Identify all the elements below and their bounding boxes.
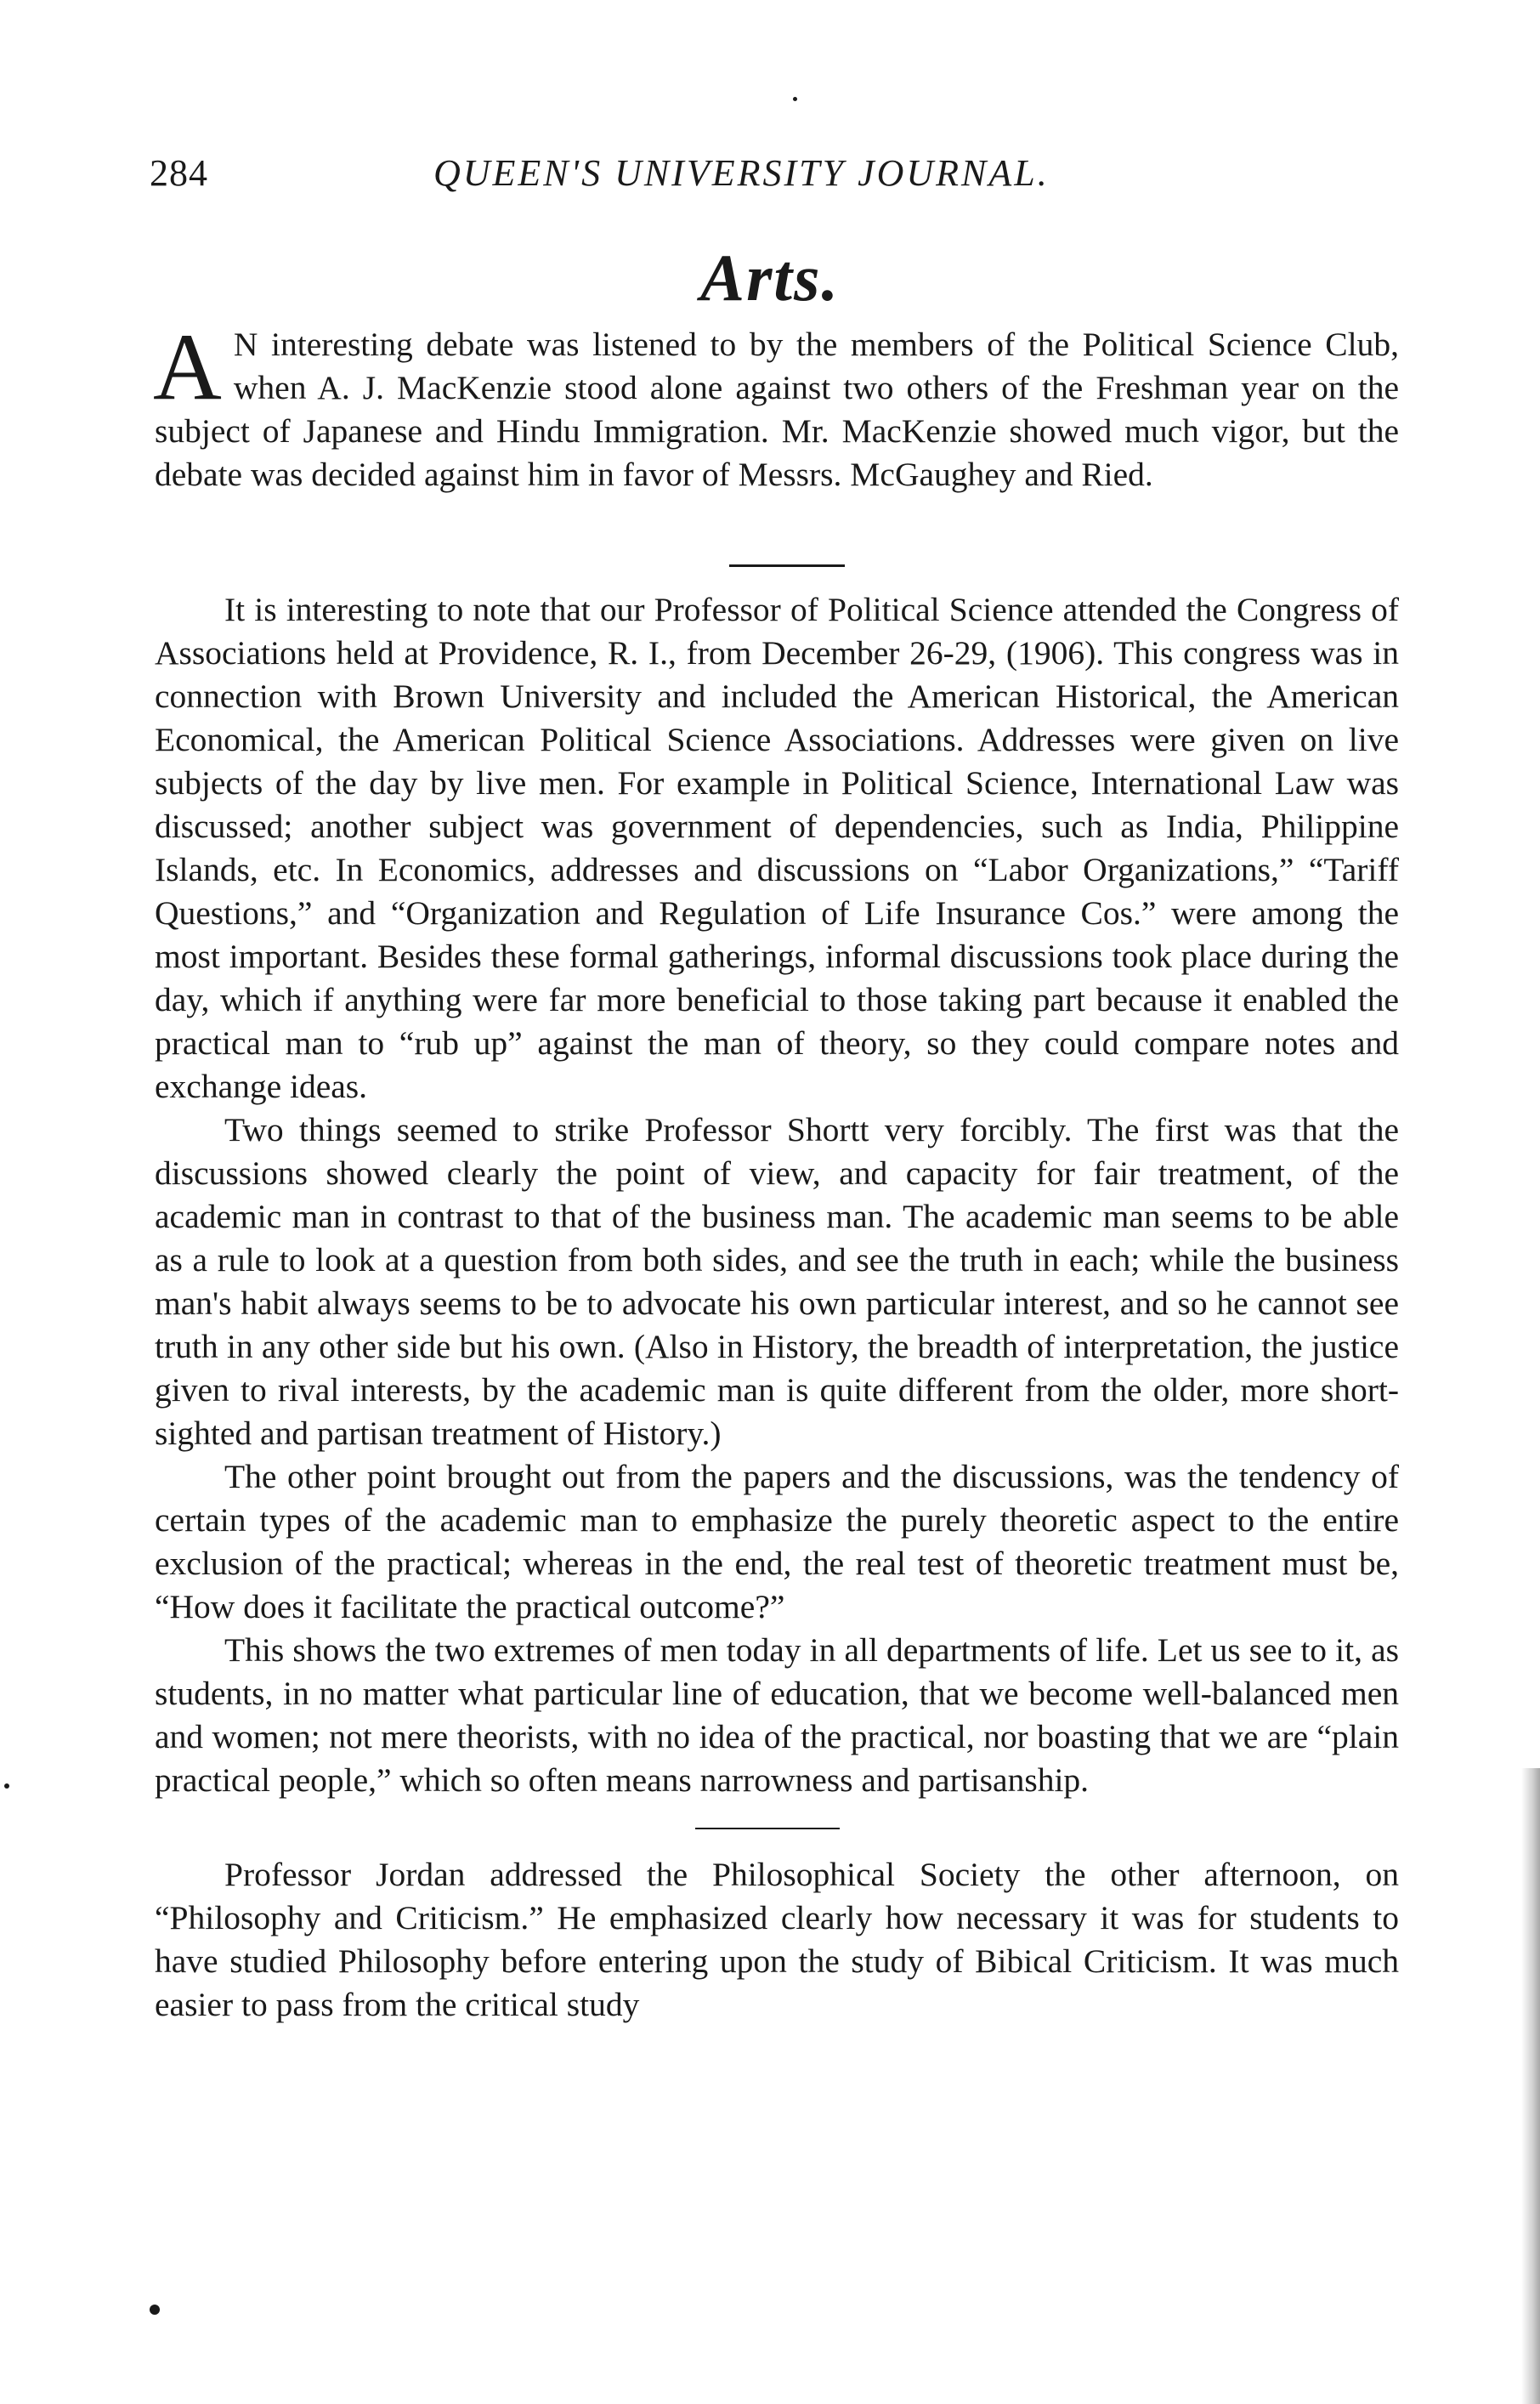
- article-paragraph: The other point brought out from the papers and the discussions, was the tendency of certain types of the academic man to emphasize the purely theoretic aspect to the entire exclusion of the practical; whereas in the end, the real test of theoretic treatment must be, “How does it facilitate the practical outcome?”: [155, 1458, 1399, 1625]
- drop-cap: A: [153, 315, 222, 420]
- article-political-science-club: [153, 315, 1399, 496]
- page-header: [144, 151, 1402, 202]
- article-paragraph: Professor Jordan addressed the Philosophical Society the other afternoon, on “Philosophy and Criticism.” He emphasized clearly how necessary it was for students to have studied Philosophy before entering upon the study of Bibical Criticism. It was much easier to pass from the critical study: [155, 1856, 1399, 2023]
- running-title: QUEEN'S UNIVERSITY JOURNAL.: [433, 152, 1050, 194]
- page-number: 284: [150, 152, 208, 194]
- article-philosophical-society: [155, 1853, 1399, 2027]
- page-edge-shadow: [1521, 1768, 1540, 2404]
- section-divider: [695, 1828, 840, 1829]
- section-divider: [729, 564, 845, 567]
- paragraph-text: N interesting debate was listened to by the members of the Political Science Club, when A. J. MacKenzie stood alone against two others of the Freshman year on the subject of Japanese and Hindu Immigration. Mr. MacKenzie showed much vigor, but the debate was decided against him in favor of Messrs. McGaughey and Ried.: [155, 326, 1399, 493]
- article-congress-of-associations: [155, 588, 1399, 1802]
- article-paragraph: Two things seemed to strike Professor Shortt very forcibly. The first was that the discussions showed clearly the point of view, and capacity for fair treatment, of the academic man in contrast to that of the business man. The academic man seems to be able as a rule to look at a question from both sides, and see the truth in each; while the business man's habit always seems to be to advocate his own particular interest, and so he cannot see truth in any other side but his own. (Also in History, the breadth of interpretation, the justice given to rival interests, by the academic man is quite different from the older, more short-sighted and partisan treatment of History.): [155, 1111, 1399, 1452]
- ink-speck: [4, 1783, 9, 1789]
- ink-speck: [793, 97, 797, 101]
- article-paragraph: [153, 315, 1399, 496]
- article-paragraph: It is interesting to note that our Professor of Political Science attended the Congress of Associations held at Providence, R. I., from December 26-29, (1906). This congress was in connection with Brown University and included the American Historical, the American Economical, the American Political Science Associations. Addresses were given on live subjects of the day by live men. For example in Political Science, International Law was discussed; another subject was government of dependencies, such as India, Philippine Islands, etc. In Economics, addresses and discussions on “Labor Organizations,” “Tariff Questions,” and “Organization and Regulation of Life Insurance Cos.” were among the most important. Besides these formal gatherings, informal discussions took place during the day, which if anything were far more beneficial to those taking part because it enabled the practical man to “rub up” against the man of theory, so they could compare notes and exchange ideas.: [155, 591, 1399, 1105]
- article-paragraph: This shows the two extremes of men today in all departments of life. Let us see to it, as students, in no matter what particular line of education, that we become well-balanced men and women; not mere theorists, with no idea of the practical, nor boasting that we are “plain practical people,” which so often means narrowness and partisanship.: [155, 1631, 1399, 1799]
- ink-speck: [150, 2305, 160, 2315]
- section-title: Arts.: [700, 241, 840, 315]
